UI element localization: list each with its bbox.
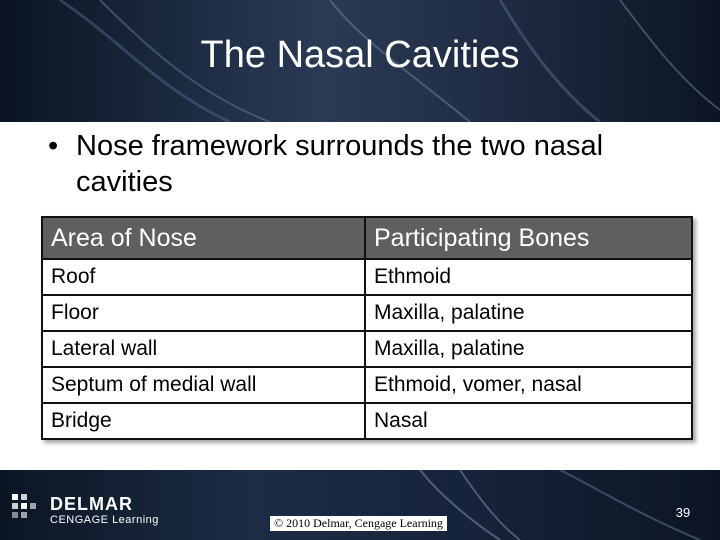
table-cell-area: Floor xyxy=(42,295,365,331)
bullet-marker: • xyxy=(48,130,59,162)
table-cell-bones: Nasal xyxy=(365,403,692,439)
bullet-point xyxy=(44,128,694,200)
copyright-notice: © 2010 Delmar, Cengage Learning xyxy=(270,516,447,531)
table-cell-bones: Ethmoid, vomer, nasal xyxy=(365,367,692,403)
slide-title: The Nasal Cavities xyxy=(200,34,520,76)
table-cell-bones: Ethmoid xyxy=(365,259,692,295)
table-row xyxy=(42,403,692,439)
brand-subtitle: CENGAGE Learning xyxy=(50,514,159,526)
title-banner xyxy=(0,0,720,122)
table-row xyxy=(42,259,692,295)
bones-table-container xyxy=(41,216,691,448)
page-number: 39 xyxy=(675,505,691,520)
table-cell-bones: Maxilla, palatine xyxy=(365,331,692,367)
table-row xyxy=(42,367,692,403)
column-header-bones: Participating Bones xyxy=(365,217,692,259)
table-row xyxy=(42,331,692,367)
table-header-row xyxy=(42,217,692,259)
column-header-area: Area of Nose xyxy=(42,217,365,259)
brand-name: DELMAR xyxy=(50,494,133,514)
bullet-text: Nose framework surrounds the two nasal cavities xyxy=(76,130,604,198)
bones-table xyxy=(41,216,693,440)
table-cell-area: Lateral wall xyxy=(42,331,365,367)
table-cell-area: Septum of medial wall xyxy=(42,367,365,403)
table-cell-area: Roof xyxy=(42,259,365,295)
table-cell-bones: Maxilla, palatine xyxy=(365,295,692,331)
delmar-logo xyxy=(10,492,210,532)
delmar-logo-icon xyxy=(10,492,44,526)
table-row xyxy=(42,295,692,331)
table-cell-area: Bridge xyxy=(42,403,365,439)
